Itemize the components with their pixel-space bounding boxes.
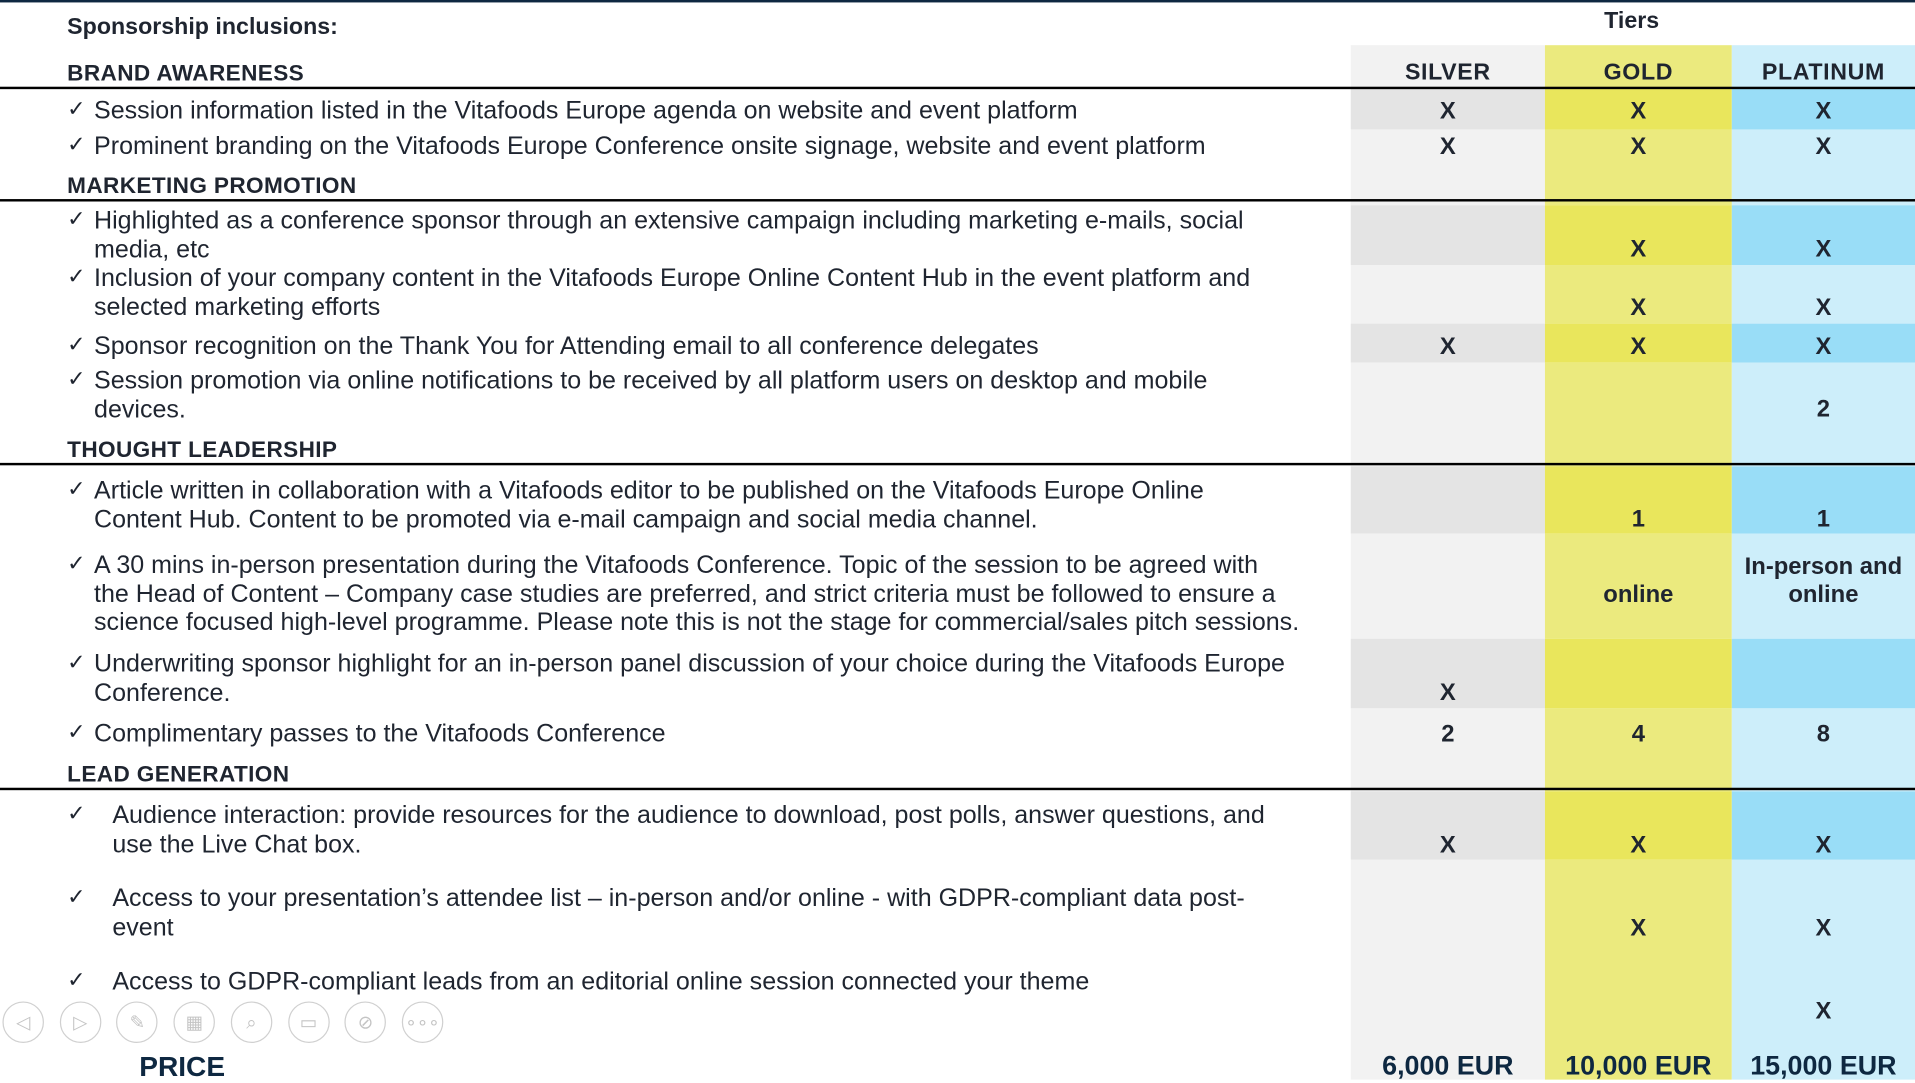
price-silver: 6,000 EUR xyxy=(1382,1050,1514,1081)
tier-value-silver: X xyxy=(1439,831,1456,859)
tier-value-gold: X xyxy=(1630,831,1647,859)
inclusion-text-line: media, etc xyxy=(94,235,210,264)
inclusion-text-line: use the Live Chat box. xyxy=(112,829,362,858)
tier-value-platinum: In-person and online xyxy=(1744,552,1903,609)
subtitles-icon[interactable]: ▭ xyxy=(288,1001,330,1043)
inclusion-text-line: Conference. xyxy=(94,678,231,707)
row-bg-platinum xyxy=(1732,860,1915,1080)
checkmark-icon: ✓ xyxy=(67,96,86,121)
inclusion-text-line: Prominent branding on the Vitafoods Europe Conference onsite signage, website and event platform xyxy=(94,131,1206,160)
checkmark-icon: ✓ xyxy=(67,206,86,231)
inclusion-text-line: Highlighted as a conference sponsor through an extensive campaign including marketing e-mails, social xyxy=(94,206,1244,235)
row-bg-platinum xyxy=(1732,639,1915,709)
tier-value-gold: X xyxy=(1630,333,1647,361)
tier-header-gold: GOLD xyxy=(1603,59,1674,86)
inclusion-text-line: A 30 mins in-person presentation during the Vitafoods Conference. Topic of the session to be agreed with xyxy=(94,550,1259,579)
tier-value-platinum: X xyxy=(1815,294,1832,322)
section-heading: THOUGHT LEADERSHIP xyxy=(67,436,338,462)
price-gold: 10,000 EUR xyxy=(1565,1050,1712,1081)
tier-value-silver: X xyxy=(1439,679,1456,706)
inclusion-text-line: Article written in collaboration with a Vitafoods editor to be published on the Vitafoods Europe Online xyxy=(94,476,1204,505)
tier-value-platinum: X xyxy=(1815,831,1832,859)
tier-value-gold: 1 xyxy=(1631,505,1645,533)
tier-header-silver: SILVER xyxy=(1404,59,1491,86)
inclusion-text-line: selected marketing efforts xyxy=(94,292,381,321)
inclusion-text-line: Audience interaction: provide resources for the audience to download, post polls, answer questions, and xyxy=(112,801,1265,830)
inclusion-text-line: Complimentary passes to the Vitafoods Conference xyxy=(94,719,666,748)
section-heading: BRAND AWARENESS xyxy=(67,59,305,86)
inclusion-text-line: Access to GDPR-compliant leads from an editorial online session connected your theme xyxy=(112,967,1090,996)
inclusion-text-line: event xyxy=(112,912,174,942)
tier-value-platinum: X xyxy=(1815,97,1832,125)
inclusion-text-line: Session information listed in the Vitafoods Europe agenda on website and event platform xyxy=(94,96,1078,125)
inclusion-text-line: Session promotion via online notifications to be received by all platform users on desktop and mobile xyxy=(94,366,1208,395)
zoom-icon[interactable]: ⌕ xyxy=(231,1001,273,1043)
section-heading: LEAD GENERATION xyxy=(67,760,290,787)
tier-value-gold: 4 xyxy=(1631,720,1645,748)
tier-value-gold: X xyxy=(1630,235,1647,263)
inclusion-text-line: the Head of Content – Company case studies are preferred, and strict criteria must be followed to ensure a xyxy=(94,579,1276,608)
row-bg-gold xyxy=(1545,363,1732,467)
inclusion-text-line: Content Hub. Content to be promoted via e-mail campaign and social media channel. xyxy=(94,505,1038,534)
inclusion-text-line: Inclusion of your company content in the Vitafoods Europe Online Content Hub in the event platform and xyxy=(94,263,1251,292)
tier-value-platinum: 8 xyxy=(1816,720,1831,748)
section-divider xyxy=(0,87,1915,89)
tier-value-platinum: 2 xyxy=(1816,395,1831,423)
tier-value-platinum: X xyxy=(1815,914,1832,942)
tier-header-platinum: PLATINUM xyxy=(1761,59,1885,86)
row-bg-gold xyxy=(1545,639,1732,709)
tier-value-gold: X xyxy=(1630,97,1647,125)
row-bg-silver xyxy=(1351,467,1545,534)
checkmark-icon: ✓ xyxy=(67,131,86,157)
row-bg-silver xyxy=(1351,205,1545,265)
slides-grid-icon[interactable]: ▦ xyxy=(174,1001,216,1043)
tier-value-platinum: 1 xyxy=(1816,505,1831,533)
tier-value-platinum: X xyxy=(1815,133,1832,160)
inclusion-text-line: Access to your presentation’s attendee list – in-person and/or online - with GDPR-compliant data post- xyxy=(112,884,1245,913)
tier-value-platinum: X xyxy=(1815,997,1832,1025)
section-heading: MARKETING PROMOTION xyxy=(67,172,357,198)
checkmark-icon: ✓ xyxy=(67,366,86,391)
inclusion-text-line: science focused high-level programme. Please note this is not the stage for commercial/sales pitch sessions. xyxy=(94,608,1300,637)
more-options-icon[interactable]: ∘∘∘ xyxy=(402,1001,444,1043)
checkmark-icon: ✓ xyxy=(67,476,86,501)
top-border xyxy=(0,0,1915,2)
checkmark-icon: ✓ xyxy=(67,967,86,992)
row-bg-silver xyxy=(1351,534,1545,639)
slide-title: Sponsorship inclusions: xyxy=(67,14,338,41)
tier-value-gold: online xyxy=(1603,581,1674,609)
checkmark-icon: ✓ xyxy=(67,884,86,909)
tier-value-platinum: X xyxy=(1815,235,1832,263)
row-bg-silver xyxy=(1351,265,1545,324)
previous-slide-icon[interactable]: ◁ xyxy=(2,1001,44,1043)
camera-off-icon[interactable]: ⊘ xyxy=(345,1001,387,1043)
checkmark-icon: ✓ xyxy=(67,332,86,357)
section-divider xyxy=(0,788,1915,790)
price-platinum: 15,000 EUR xyxy=(1750,1050,1897,1081)
section-divider xyxy=(0,199,1915,201)
inclusion-text-line: devices. xyxy=(94,395,186,424)
tier-value-gold: X xyxy=(1630,914,1647,942)
checkmark-icon: ✓ xyxy=(67,550,86,576)
row-bg-silver xyxy=(1351,860,1545,1080)
section-divider xyxy=(0,463,1915,465)
tier-value-platinum: X xyxy=(1815,333,1832,361)
tiers-label: Tiers xyxy=(1604,8,1660,35)
pen-icon[interactable]: ✎ xyxy=(117,1001,159,1043)
next-slide-icon[interactable]: ▷ xyxy=(59,1001,101,1043)
tier-value-silver: X xyxy=(1439,133,1456,160)
tier-value-gold: X xyxy=(1630,133,1647,160)
tier-value-silver: 2 xyxy=(1441,720,1455,748)
checkmark-icon: ✓ xyxy=(67,801,86,826)
checkmark-icon: ✓ xyxy=(67,263,86,289)
tier-value-silver: X xyxy=(1439,97,1456,125)
row-bg-gold xyxy=(1545,860,1732,1080)
checkmark-icon: ✓ xyxy=(67,719,86,744)
tier-value-silver: X xyxy=(1439,333,1456,361)
inclusion-text-line: Underwriting sponsor highlight for an in-person panel discussion of your choice during the Vitafoods Europe xyxy=(94,649,1285,678)
price-label: PRICE xyxy=(139,1050,226,1083)
inclusion-text-line: Sponsor recognition on the Thank You for Attending email to all conference delegates xyxy=(94,332,1039,361)
tier-value-gold: X xyxy=(1630,294,1647,322)
row-bg-silver xyxy=(1351,363,1545,467)
checkmark-icon: ✓ xyxy=(67,649,86,675)
